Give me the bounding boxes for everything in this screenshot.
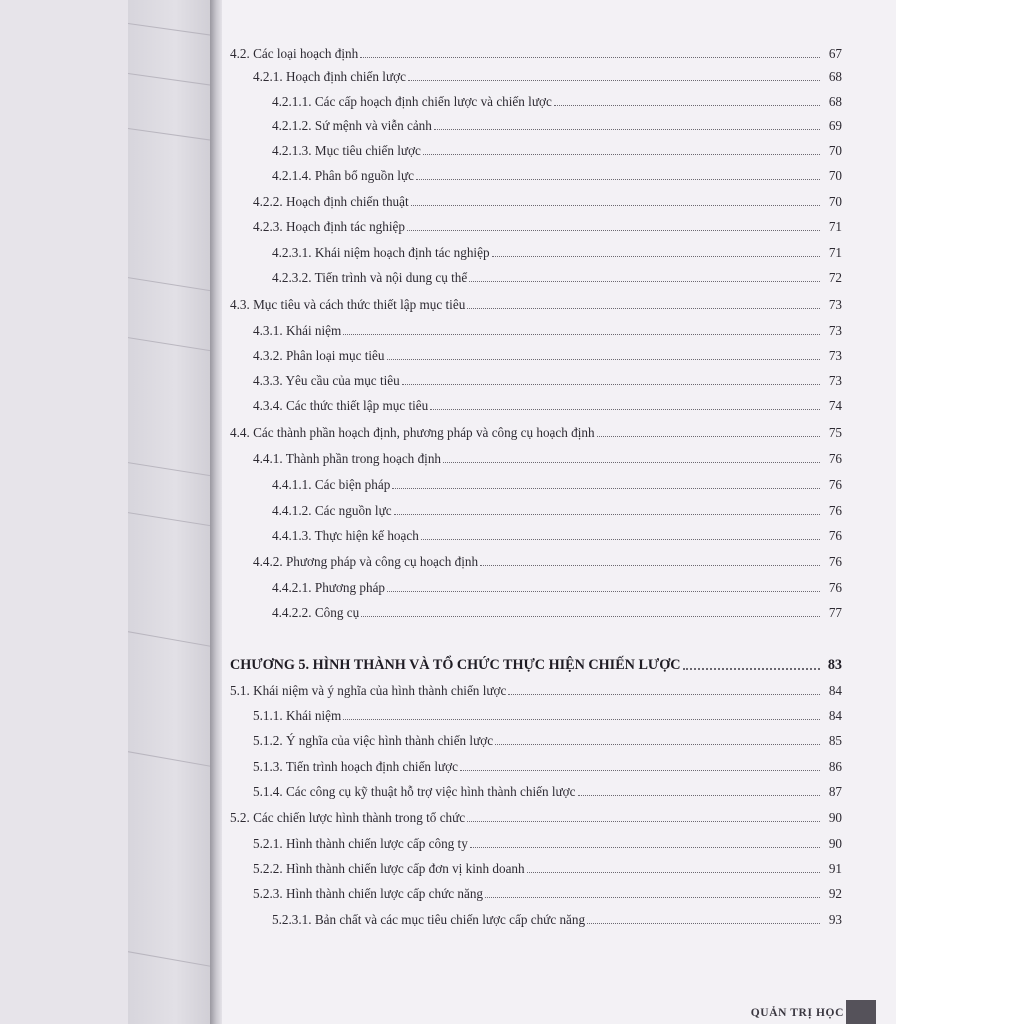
toc-page-number: 93	[828, 912, 842, 927]
toc-entry-title: 4.4.1.2. Các nguồn lực	[272, 503, 392, 518]
toc-entry-title: 4.3.3. Yêu cầu của mục tiêu	[253, 373, 400, 388]
toc-dot-leader	[508, 694, 820, 695]
toc-entry-title: 4.2.3. Hoạch định tác nghiệp	[253, 219, 405, 234]
left-page-line	[128, 748, 214, 773]
toc-dot-leader	[361, 616, 820, 617]
left-page-line	[128, 628, 214, 653]
left-page-line	[128, 274, 214, 297]
toc-entry-title: 5.2.1. Hình thành chiến lược cấp công ty	[253, 836, 468, 851]
running-footer: QUẢN TRỊ HỌC	[750, 1007, 844, 1019]
toc-entry-title: 5.1.2. Ý nghĩa của việc hình thành chiến lược	[253, 733, 494, 748]
toc-row	[230, 906, 842, 928]
toc-page-number: 84	[828, 708, 842, 723]
toc-entry-title: 4.2.1.4. Phân bổ nguồn lực	[272, 168, 414, 183]
toc-entry-title: 4.2.1. Hoạch định chiến lược	[253, 69, 406, 84]
toc-row	[230, 317, 842, 339]
toc-page-number: 86	[828, 759, 842, 774]
toc-entry-title: 4.3. Mục tiêu và cách thức thiết lập mục tiêu	[230, 297, 466, 312]
toc-row	[230, 548, 842, 570]
toc-dot-leader	[587, 923, 820, 924]
toc-dot-leader	[434, 129, 820, 130]
toc-page-number: 74	[828, 398, 842, 413]
toc-entry-title: CHƯƠNG 5. HÌNH THÀNH VÀ TỔ CHỨC THỰC HIỆN CHIẾN LƯỢC	[230, 657, 681, 673]
toc-page-number: 76	[828, 528, 842, 543]
toc-row	[230, 445, 842, 467]
toc-chapter-row	[230, 652, 842, 674]
toc-entry-title: 4.3.2. Phân loại mục tiêu	[253, 348, 385, 363]
toc-page-number: 84	[828, 683, 842, 698]
toc-dot-leader	[578, 795, 821, 796]
toc-dot-leader	[387, 359, 821, 360]
toc-row	[230, 804, 842, 826]
toc-dot-leader	[554, 105, 820, 106]
left-page-line	[128, 20, 214, 40]
toc-dot-leader	[597, 436, 820, 437]
toc-row	[230, 677, 842, 699]
toc-dot-leader	[407, 230, 820, 231]
toc-row	[230, 599, 842, 621]
toc-entry-title: 4.2.1.3. Mục tiêu chiến lược	[272, 143, 421, 158]
toc-row	[230, 291, 842, 313]
toc-page-number: 90	[828, 836, 842, 851]
toc-dot-leader	[527, 872, 820, 873]
toc-page-number: 91	[828, 861, 842, 876]
toc-page-number: 69	[828, 118, 842, 133]
toc-row	[230, 419, 842, 441]
toc-dot-leader	[394, 514, 820, 515]
toc-row	[230, 497, 842, 519]
left-page-line	[128, 334, 214, 357]
toc-row	[230, 830, 842, 852]
toc-entry-title: 4.2.3.1. Khái niệm hoạch định tác nghiệp	[272, 245, 490, 260]
toc-entry-title: 4.2.3.2. Tiến trình và nội dung cụ thể	[272, 270, 468, 285]
toc-dot-leader	[423, 154, 820, 155]
toc-row	[230, 342, 842, 364]
toc-row	[230, 392, 842, 414]
toc-page-number: 76	[828, 451, 842, 466]
toc-entry-title: 4.4.2. Phương pháp và công cụ hoạch định	[253, 554, 479, 569]
page-corner-mark	[846, 1000, 876, 1024]
toc-row	[230, 188, 842, 210]
toc-page-number: 73	[828, 297, 842, 312]
toc-page-number: 71	[828, 245, 842, 260]
toc-dot-leader	[480, 565, 820, 566]
toc-row	[230, 162, 842, 184]
toc-entry-title: 5.1.3. Tiến trình hoạch định chiến lược	[253, 759, 458, 774]
toc-page-number: 90	[828, 810, 842, 825]
toc-row	[230, 40, 842, 62]
toc-entry-title: 4.4.2.2. Công cụ	[272, 605, 360, 620]
left-page-line	[128, 125, 214, 145]
toc-entry-title: 5.2. Các chiến lược hình thành trong tổ chức	[230, 810, 466, 825]
toc-entry-title: 4.2.1.2. Sứ mệnh và viễn cảnh	[272, 118, 432, 133]
left-page-line	[128, 70, 214, 90]
toc-page-number: 83	[827, 657, 842, 673]
toc-entry-title: 4.4. Các thành phần hoạch định, phương pháp và công cụ hoạch định	[230, 425, 595, 440]
toc-dot-leader	[460, 770, 820, 771]
toc-dot-leader	[495, 744, 820, 745]
toc-page-number: 72	[828, 270, 842, 285]
toc-page-number: 70	[828, 143, 842, 158]
toc-page-number: 73	[828, 373, 842, 388]
toc-page-number: 68	[828, 94, 842, 109]
toc-dot-leader	[402, 384, 820, 385]
toc-row	[230, 137, 842, 159]
toc-entry-title: 4.2.2. Hoạch định chiến thuật	[253, 194, 409, 209]
toc-row	[230, 522, 842, 544]
toc-entry-title: 4.2.1.1. Các cấp hoạch định chiến lược và chiến lược	[272, 94, 552, 109]
toc-dot-leader	[411, 205, 820, 206]
toc-dot-leader	[430, 409, 820, 410]
toc-page-number: 76	[828, 580, 842, 595]
toc-dot-leader	[469, 281, 820, 282]
toc-dot-leader	[343, 334, 820, 335]
background-edge	[896, 0, 1024, 1024]
toc-dot-leader	[408, 80, 820, 81]
toc-dot-leader	[392, 488, 820, 489]
toc-entry-title: 5.2.2. Hình thành chiến lược cấp đơn vị kinh doanh	[253, 861, 525, 876]
toc-page-number: 85	[828, 733, 842, 748]
toc-row	[230, 112, 842, 134]
toc-entry-title: 5.1. Khái niệm và ý nghĩa của hình thành chiến lược	[230, 683, 507, 698]
toc-page-number: 73	[828, 323, 842, 338]
toc-row	[230, 264, 842, 286]
toc-page-number: 67	[828, 46, 842, 61]
toc-entry-title: 5.2.3. Hình thành chiến lược cấp chức năng	[253, 886, 484, 901]
toc-page-number: 92	[828, 886, 842, 901]
toc-dot-leader	[443, 462, 820, 463]
toc-row	[230, 880, 842, 902]
left-page	[128, 0, 214, 1024]
toc-page-number: 70	[828, 168, 842, 183]
toc-entry-title: 5.1.1. Khái niệm	[253, 708, 342, 723]
toc-row	[230, 753, 842, 775]
toc-dot-leader	[421, 539, 820, 540]
toc-dot-leader	[416, 179, 820, 180]
toc-dot-leader	[492, 256, 820, 257]
toc-dot-leader	[343, 719, 820, 720]
toc-dot-leader	[360, 57, 820, 58]
toc-page-number: 76	[828, 477, 842, 492]
toc-page-number: 87	[828, 784, 842, 799]
toc-dot-leader	[470, 847, 820, 848]
toc-dot-leader	[485, 897, 820, 898]
toc-entry-title: 4.4.1.3. Thực hiện kế hoạch	[272, 528, 419, 543]
toc-row	[230, 367, 842, 389]
toc-dot-leader	[467, 821, 820, 822]
toc-row	[230, 88, 842, 110]
toc-page-number: 75	[828, 425, 842, 440]
toc-entry-title: 4.3.1. Khái niệm	[253, 323, 342, 338]
toc-row	[230, 574, 842, 596]
toc-row	[230, 471, 842, 493]
toc-row	[230, 63, 842, 85]
toc-dot-leader	[467, 308, 820, 309]
toc-entry-title: 4.2. Các loại hoạch định	[230, 46, 359, 61]
toc-row	[230, 727, 842, 749]
toc-dot-leader	[387, 591, 820, 592]
toc-page-number: 70	[828, 194, 842, 209]
toc-page-number: 68	[828, 69, 842, 84]
toc-row	[230, 239, 842, 261]
toc-page-number: 71	[828, 219, 842, 234]
left-page-line	[128, 948, 214, 973]
left-page-line	[128, 459, 214, 482]
toc-row	[230, 778, 842, 800]
toc-page-number: 76	[828, 554, 842, 569]
toc-row	[230, 855, 842, 877]
toc-page-number: 76	[828, 503, 842, 518]
toc-entry-title: 4.4.1.1. Các biện pháp	[272, 477, 391, 492]
toc-page-number: 73	[828, 348, 842, 363]
toc-entry-title: 5.2.3.1. Bản chất và các mục tiêu chiến lược cấp chức năng	[272, 912, 586, 927]
toc-entry-title: 5.1.4. Các công cụ kỹ thuật hỗ trợ việc hình thành chiến lược	[253, 784, 576, 799]
toc-page-number: 77	[828, 605, 842, 620]
toc-entry-title: 4.4.2.1. Phương pháp	[272, 580, 386, 595]
toc-row	[230, 213, 842, 235]
toc-entry-title: 4.4.1. Thành phần trong hoạch định	[253, 451, 442, 466]
toc-entry-title: 4.3.4. Các thức thiết lập mục tiêu	[253, 398, 429, 413]
toc-dot-leader	[683, 668, 821, 670]
left-page-line	[128, 509, 214, 532]
toc-row	[230, 702, 842, 724]
